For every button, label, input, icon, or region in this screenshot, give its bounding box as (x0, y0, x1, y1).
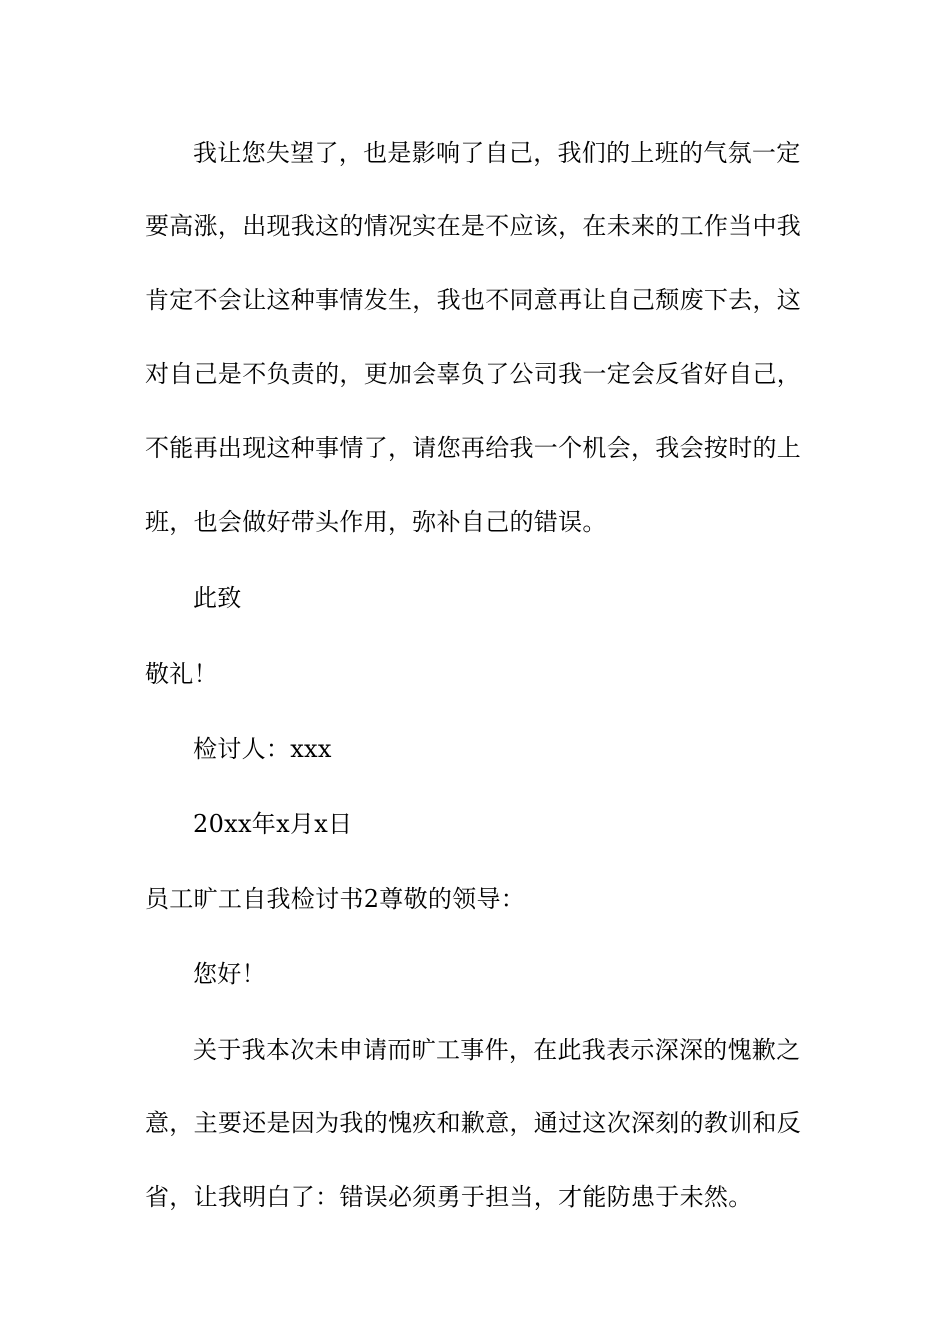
paragraph-line: 班，也会做好带头作用，弥补自己的错误。 (145, 508, 607, 536)
paragraph-line: 对自己是不负责的，更加会辜负了公司我一定会反省好自己， (145, 360, 802, 388)
paragraph-line: 省，让我明白了：错误必须勇于担当，才能防患于未然。 (145, 1183, 753, 1211)
paragraph-line: 不能再出现这种事情了，请您再给我一个机会，我会按时的上 (145, 434, 802, 462)
letter-heading: 员工旷工自我检讨书2尊敬的领导： (145, 885, 526, 913)
closing-regards: 敬礼！ (145, 660, 218, 688)
paragraph-line: 意，主要还是因为我的愧疚和歉意，通过这次深刻的教训和反 (145, 1109, 802, 1137)
paragraph-line: 要高涨，出现我这的情况实在是不应该，在未来的工作当中我 (145, 212, 802, 240)
paragraph-line: 关于我本次未申请而旷工事件，在此我表示深深的愧歉之 (193, 1036, 801, 1064)
date-line: 20xx年x月x日 (193, 810, 353, 838)
paragraph-line: 肯定不会让这种事情发生，我也不同意再让自己颓废下去，这 (145, 286, 802, 314)
signer-line: 检讨人：xxx (193, 735, 332, 763)
greeting-line: 您好！ (193, 960, 266, 988)
paragraph-line: 我让您失望了，也是影响了自己，我们的上班的气氛一定 (193, 139, 801, 167)
closing-salutation: 此致 (193, 584, 242, 612)
